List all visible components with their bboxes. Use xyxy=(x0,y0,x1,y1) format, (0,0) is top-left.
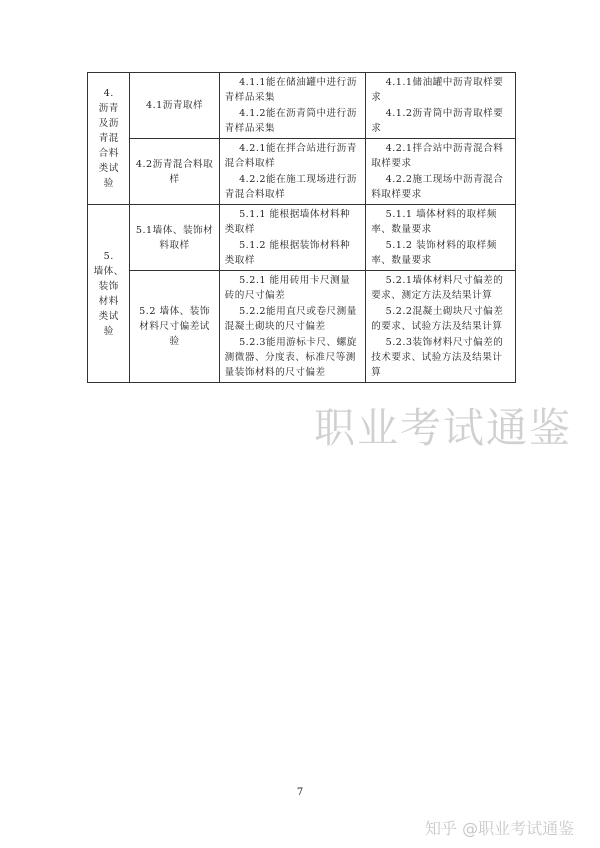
item-cell xyxy=(130,205,219,271)
knowledge-entry: 5.2.1墙体材料尺寸偏差的要求、测定方法及结果计算 xyxy=(371,275,504,301)
item-cell xyxy=(130,271,219,383)
knowledge-entry: 4.2.1拌合站中沥青混合料取样要求 xyxy=(371,143,504,169)
knowledge-entry: 5.2.2混凝土砌块尺寸偏差的要求、试验方法及结果计算 xyxy=(371,306,504,332)
skill-entry: 5.1.2 能根据装饰材料种类取样 xyxy=(224,240,351,266)
table-row xyxy=(88,271,516,383)
knowledge-cell xyxy=(366,139,516,205)
skill-entry: 4.2.1能在拌合站进行沥青混合料取样 xyxy=(224,143,357,169)
category-cell xyxy=(88,205,130,383)
knowledge-entry: 4.2.2施工现场中沥青混合料取样要求 xyxy=(371,174,504,200)
table-row xyxy=(88,205,516,271)
skill-cell xyxy=(219,139,366,205)
skill-entry: 5.1.1 能根据墙体材料种类取样 xyxy=(224,209,351,235)
skill-entry: 4.1.1能在储油罐中进行沥青样品采集 xyxy=(224,77,357,103)
knowledge-cell xyxy=(366,73,516,139)
skill-entry: 4.2.2能在施工现场进行沥青混合料取样 xyxy=(224,174,357,200)
skill-entry: 5.2.1 能用砖用卡尺测量砖的尺寸偏差 xyxy=(224,275,351,301)
item-label: 5.2 墙体、装饰材料尺寸偏差试验 xyxy=(139,306,210,347)
knowledge-entry: 5.2.3装饰材料尺寸偏差的技术要求、试验方法及结果计算 xyxy=(371,337,504,378)
skill-cell xyxy=(219,205,366,271)
item-cell xyxy=(130,139,219,205)
source-attribution: 知乎 @职业考试通鉴 xyxy=(425,819,575,838)
watermark: 职业考试通鉴 xyxy=(314,404,572,452)
category-label: 4. 沥青 及沥 青混 合料 类试 验 xyxy=(98,88,119,189)
skill-cell xyxy=(219,73,366,139)
table-row xyxy=(88,73,516,139)
knowledge-entry: 4.1.2沥青筒中沥青取样要求 xyxy=(371,108,504,134)
skill-entry: 4.1.2能在沥青筒中进行沥青样品采集 xyxy=(224,108,357,134)
skill-entry: 5.2.3能用游标卡尺、螺旋测微器、分度表、标准尺等测量装饰材料的尺寸偏差 xyxy=(224,337,357,378)
knowledge-cell xyxy=(366,271,516,383)
category-label: 5. 墙体、 装饰 材料 类试 验 xyxy=(93,250,124,337)
item-label: 5.1墙体、装饰材料取样 xyxy=(135,224,214,251)
standards-table xyxy=(87,72,516,383)
knowledge-entry: 5.1.1 墙体材料的取样频率、数量要求 xyxy=(371,209,497,235)
knowledge-entry: 5.1.2 装饰材料的取样频率、数量要求 xyxy=(371,240,497,266)
page-number: 7 xyxy=(296,787,304,798)
knowledge-cell xyxy=(366,205,516,271)
knowledge-entry: 4.1.1储油罐中沥青取样要求 xyxy=(371,77,504,103)
table-row xyxy=(88,139,516,205)
skill-entry: 5.2.2能用直尺或卷尺测量混凝土砌块的尺寸偏差 xyxy=(224,306,357,332)
category-cell xyxy=(88,73,130,205)
skill-cell xyxy=(219,271,366,383)
item-cell xyxy=(130,73,219,139)
item-label: 4.1沥青取样 xyxy=(146,100,204,111)
item-label: 4.2沥青混合料取样 xyxy=(135,158,214,185)
